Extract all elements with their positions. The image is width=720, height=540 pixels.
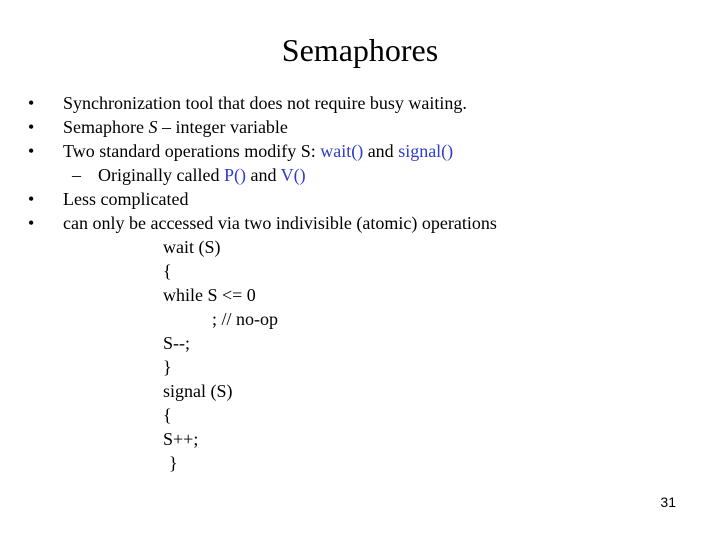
bullet-3-prefix: Two standard operations modify S: (63, 141, 321, 161)
bullet-marker: • (28, 189, 35, 209)
code-line: ; // no-op (212, 309, 278, 329)
code-line: signal (S) (163, 381, 233, 401)
sub-bullet-marker: – (72, 165, 81, 185)
code-line: wait (S) (163, 237, 221, 257)
code-line: { (163, 405, 172, 425)
code-line: S++; (163, 429, 199, 449)
sub-bullet-prefix: Originally called (98, 165, 224, 185)
bullet-2-suffix: – integer variable (157, 117, 288, 137)
code-line: { (163, 261, 172, 281)
bullet-marker: • (28, 117, 35, 137)
bullet-marker: • (28, 213, 35, 233)
wait-op: wait() (320, 141, 364, 161)
sub-bullet-mid: and (245, 165, 281, 185)
bullet-marker: • (28, 141, 35, 161)
bullet-5: can only be accessed via two indivisible (atomic) operations (63, 213, 497, 233)
p-op: P() (223, 165, 246, 185)
page-number: 31 (660, 494, 676, 510)
code-line: while S <= 0 (163, 285, 256, 305)
signal-op: signal() (398, 141, 454, 161)
code-line: } (169, 453, 178, 473)
bullet-3-mid: and (363, 141, 399, 161)
sub-bullet (98, 163, 306, 187)
v-op: V() (280, 165, 306, 185)
bullet-marker: • (28, 93, 35, 113)
bullet-3 (63, 139, 453, 163)
bullet-4: Less complicated (63, 189, 189, 209)
bullet-2 (63, 115, 288, 139)
code-line: } (163, 357, 172, 377)
bullet-2-prefix: Semaphore (63, 117, 149, 137)
code-line: S--; (163, 333, 190, 353)
bullet-2-variable: S (148, 117, 158, 137)
bullet-1: Synchronization tool that does not require busy waiting. (63, 93, 467, 113)
slide-title: Semaphores (281, 32, 439, 68)
